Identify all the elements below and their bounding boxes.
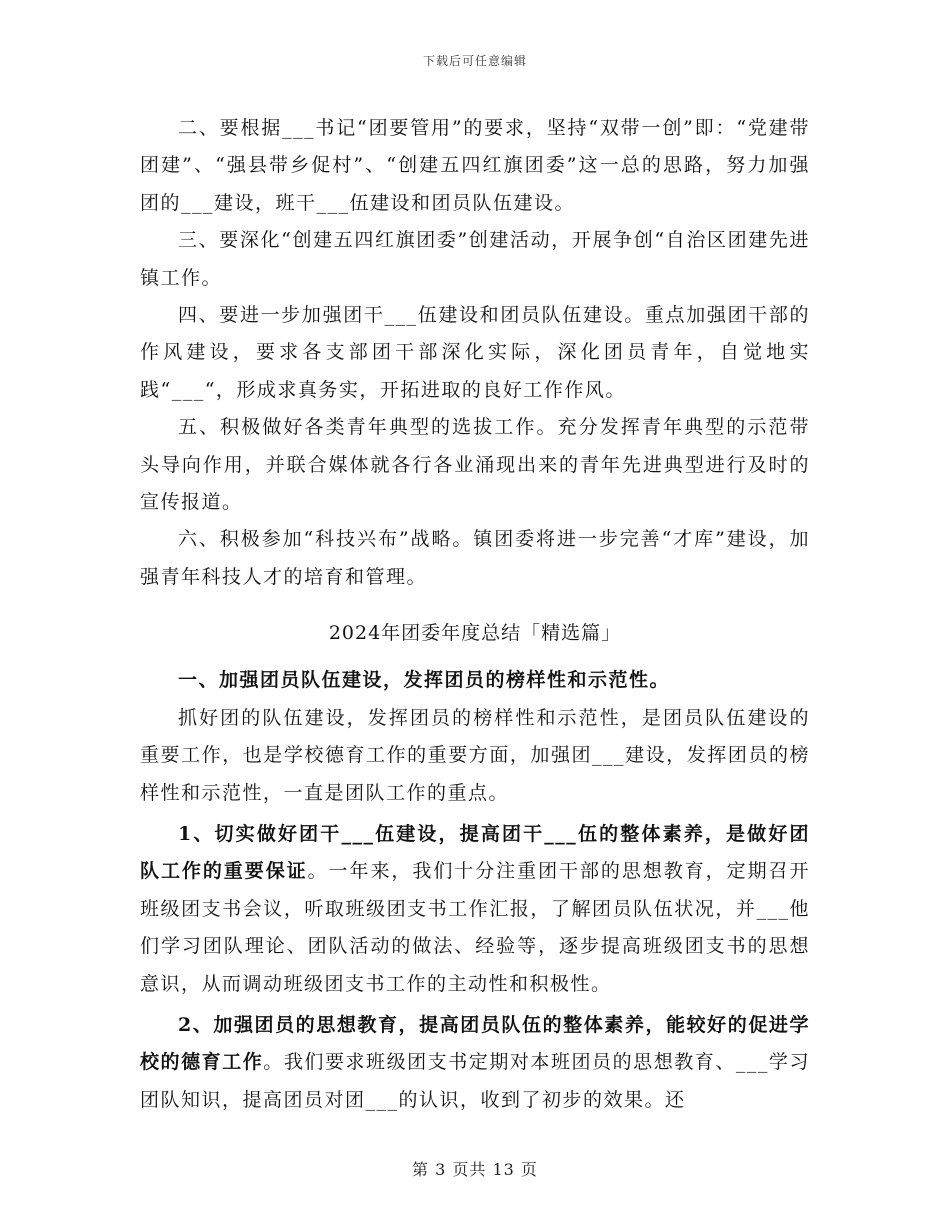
item-2 bbox=[140, 1007, 810, 1119]
page-header: 下载后可任意编辑 bbox=[422, 54, 527, 68]
document-body bbox=[140, 110, 810, 1119]
paragraph-3: 三、要深化“创建五四红旗团委”创建活动，开展争创“自治区团建先进镇工作。 bbox=[140, 229, 810, 289]
paragraph-5: 五、积极做好各类青年典型的选拔工作。充分发挥青年典型的示范带头导向作用，并联合媒体就各行各业涌现出来的青年先进典型进行及时的宣传报道。 bbox=[140, 416, 810, 514]
item-1-body: 。一年来，我们十分注重团干部的思想教育，定期召开班级团支书会议，听取班级团支书工作汇报，了解团员队伍状况，并___他们学习团队理论、团队活动的做法、经验等，逐步提高班级团支书的思想意识，从而调动班级团支书工作的主动性和积极性。 bbox=[140, 860, 810, 995]
paragraph-6: 六、积极参加“科技兴布”战略。镇团委将进一步完善“才库”建设，加强青年科技人才的培育和管理。 bbox=[140, 528, 810, 588]
paragraph-2: 二、要根据___书记“团要管用”的要求，坚持“双带一创”即：“党建带团建”、“强县带乡促村”、“创建五四红旗团委”这一总的思路，努力加强团的___建设，班干___伍建设和团员队伍建设。 bbox=[140, 117, 810, 214]
paragraph-4: 四、要进一步加强团干___伍建设和团员队伍建设。重点加强团干部的作风建设，要求各支部团干部深化实际，深化团员青年，自觉地实践“___“，形成求真务实，开拓进取的良好工作作风。 bbox=[140, 304, 810, 401]
item-1-lead: 1、切实做好团干___伍建设，提高团干___伍的整体素养，是做好团队工作的重要保证 bbox=[140, 822, 810, 883]
section-intro: 抓好团的队伍建设，发挥团员的榜样性和示范性，是团员队伍建设的重要工作，也是学校德育工作的重要方面，加强团___建设，发挥团员的榜样性和示范性，一直是团队工作的重点。 bbox=[140, 706, 810, 804]
section-title: 2024年团委年度总结「精选篇」 bbox=[328, 622, 622, 645]
item-2-body: 。我们要求班级团支书定期对本班团员的思想教育、___学习团队知识，提高团员对团___的认识，收到了初步的效果。还 bbox=[140, 1051, 810, 1111]
page-footer: 第 3 页共 13 页 bbox=[412, 1160, 538, 1179]
item-1 bbox=[140, 816, 810, 1003]
section-heading: 一、加强团员队伍建设，发挥团员的榜样性和示范性。 bbox=[178, 669, 671, 692]
item-2-lead: 2、加强团员的思想教育，提高团员队伍的整体素养，能较好的促进学校的德育工作 bbox=[140, 1013, 810, 1074]
